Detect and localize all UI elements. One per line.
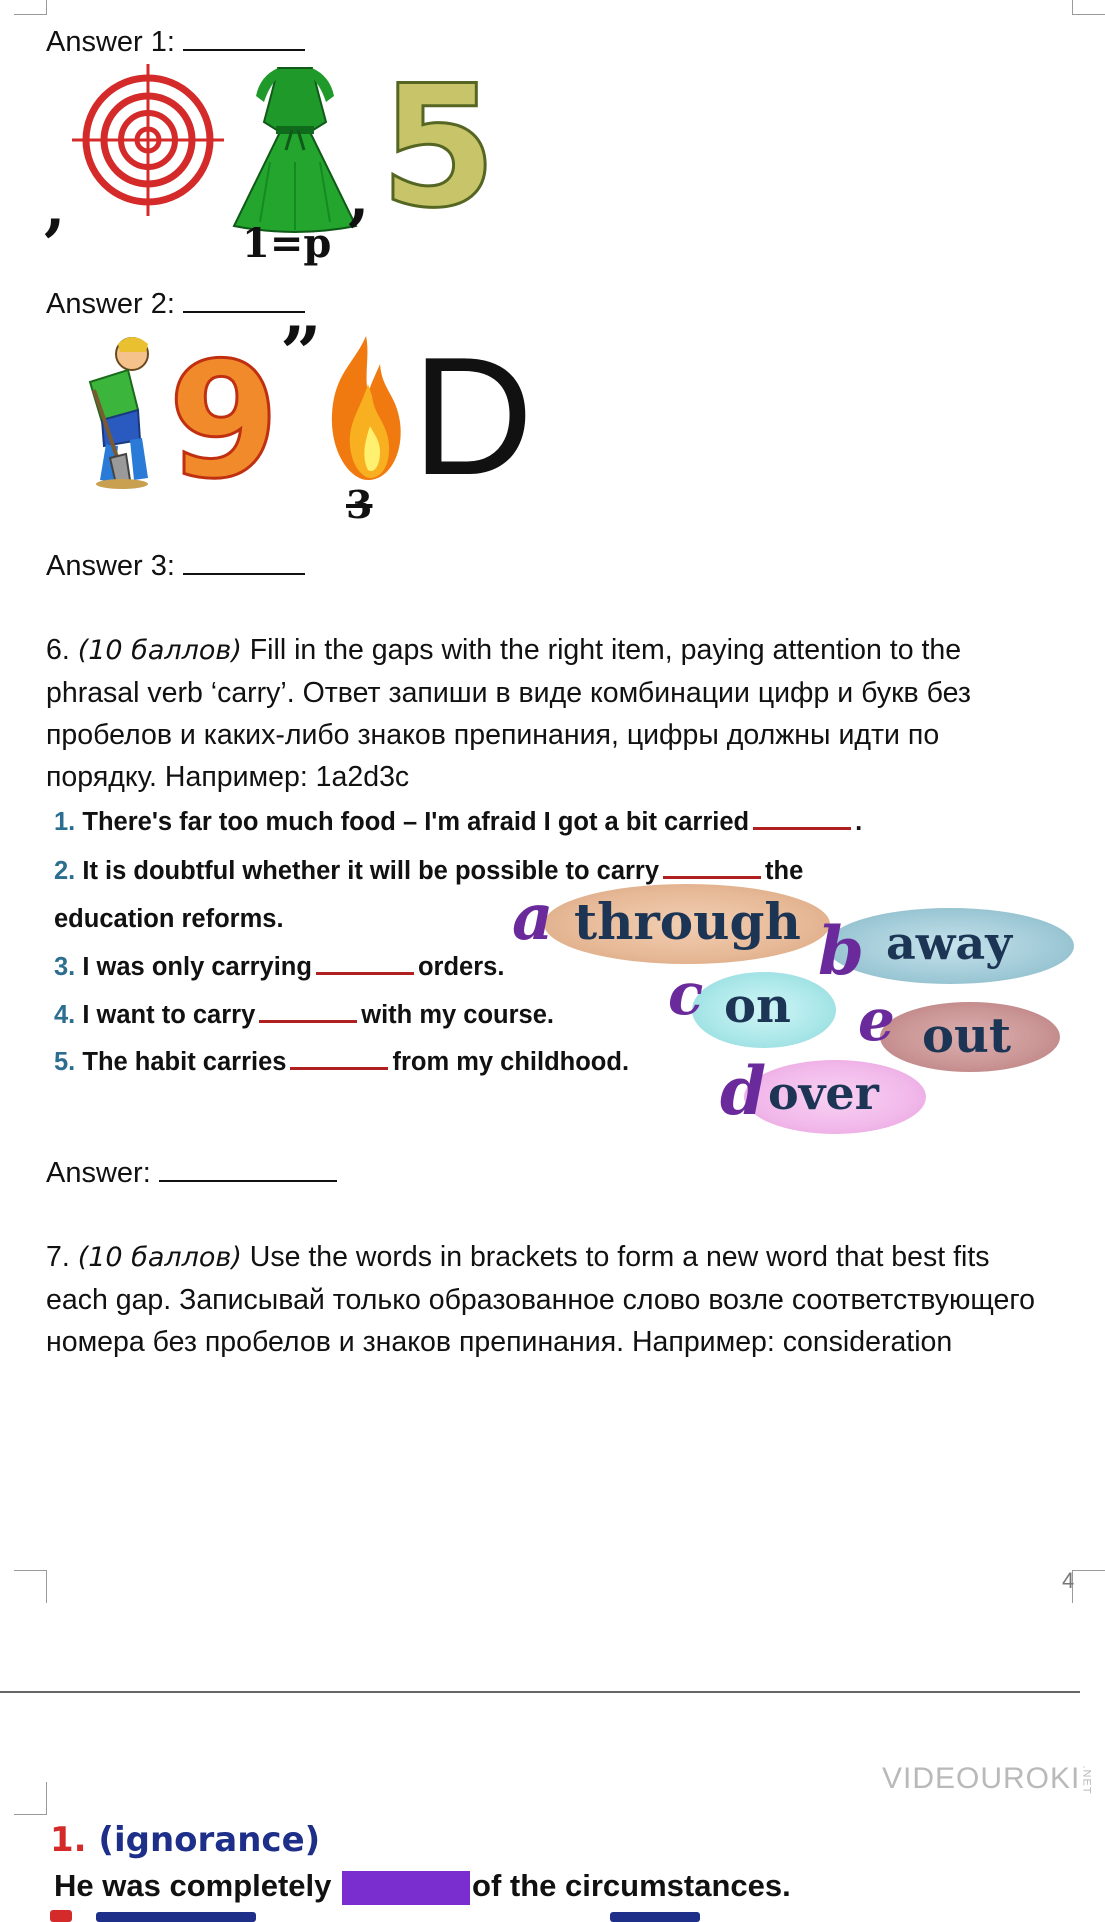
option-letter-d: d — [720, 1052, 767, 1130]
answer-1-label: Answer 1: — [46, 26, 175, 58]
next-sentence-gap[interactable] — [342, 1871, 470, 1905]
task-7-instructions — [46, 1236, 1056, 1363]
sentence-text: I want to carry — [82, 1001, 256, 1029]
crop-mark-next-page — [14, 1782, 47, 1815]
sentence-number: 1. — [54, 808, 76, 836]
option-letter-e: e — [858, 986, 895, 1054]
digit-nine-glyph: 9 — [168, 327, 280, 514]
sentence-text: It is doubtful whether it will be possible to carry — [82, 857, 660, 885]
rebus-1-comma-right: , — [348, 160, 370, 233]
option-letter-c: c — [668, 960, 704, 1028]
sentence-number: 5. — [54, 1048, 76, 1076]
next-item-word: (ignorance) — [98, 1820, 321, 1860]
rebus-2-letter: D — [412, 322, 534, 510]
option-word-over: over — [768, 1066, 879, 1120]
sentence-number: 2. — [54, 857, 76, 885]
sentence-text-after: from my childhood. — [392, 1048, 630, 1076]
fire-icon — [324, 334, 408, 484]
digit-five-icon — [380, 49, 497, 245]
sentence-number: 4. — [54, 1001, 76, 1029]
sentence-gap[interactable] — [290, 1049, 388, 1070]
digit-nine-icon — [168, 327, 280, 514]
rebus-2-caption: 3 — [346, 482, 373, 527]
option-word-away: away — [886, 916, 1012, 970]
digging-boy-icon — [60, 330, 170, 490]
answer-2 — [46, 286, 305, 322]
task-6-answer — [46, 1155, 337, 1191]
rebus-1 — [40, 49, 497, 272]
crop-mark-top-right — [1072, 0, 1105, 15]
task-6-points: (10 баллов) — [77, 635, 242, 666]
task-6-answer-label: Answer: — [46, 1157, 151, 1189]
task-7-points: (10 баллов) — [77, 1242, 242, 1273]
answer-3-label: Answer 3: — [46, 550, 175, 582]
exercise-sentence-1 — [54, 807, 862, 837]
crop-mark-bottom-right — [1072, 1570, 1105, 1603]
rebus-2 — [50, 310, 550, 536]
watermark-logo — [882, 1762, 1101, 1796]
exercise-sentence-2-continued — [54, 904, 284, 934]
rebus-1-caption: 1=p — [242, 220, 332, 267]
sentence-text: education reforms. — [54, 905, 284, 933]
watermark-text: VIDEOUROKI — [882, 1762, 1081, 1795]
crop-mark-bottom-left — [14, 1570, 47, 1603]
dress-icon — [230, 62, 360, 230]
rebus-1-comma-left: , — [44, 170, 66, 243]
option-word-on: on — [724, 978, 791, 1034]
sentence-text-after: with my course. — [361, 1001, 554, 1029]
answer-1 — [46, 24, 305, 60]
next-sentence-before: He was completely — [54, 1868, 332, 1903]
task-7-text: Use the words in brackets to form a new word that best fits each gap. Записывай только образованное слово возле соответствующего номера без пробелов и знаков препинания. Например: consideration — [46, 1241, 1036, 1358]
sentence-gap[interactable] — [316, 954, 414, 975]
task-7-number: 7. — [46, 1241, 70, 1273]
page-separator — [0, 1691, 1080, 1693]
crop-mark-top-left — [14, 0, 47, 15]
exercise-sentence-3 — [54, 952, 504, 982]
next-sentence-after: of the circumstances. — [472, 1868, 791, 1903]
sentence-text: There's far too much food – I'm afraid I got a bit carried — [82, 808, 750, 836]
task-6-text: Fill in the gaps with the right item, paying attention to the phrasal verb ‘carry’. Ответ запиши в виде комбинации цифр и букв без пробелов и каких-либо знаков препинания, цифры должны идти по порядку. Например: 1a2d3c — [46, 634, 971, 793]
digit-five-glyph: 5 — [380, 49, 497, 245]
option-word-through: through — [574, 892, 801, 951]
answer-3-blank[interactable] — [183, 549, 305, 575]
next-item-heading — [50, 1820, 320, 1860]
task-6-instructions — [46, 629, 1056, 798]
option-letter-a: a — [512, 880, 554, 955]
next-item-number: 1. — [50, 1820, 87, 1860]
option-word-out: out — [922, 1008, 1012, 1064]
sentence-gap[interactable] — [663, 858, 761, 879]
answer-1-blank[interactable] — [183, 25, 305, 51]
page-number: 4 — [1062, 1568, 1075, 1593]
answer-2-label: Answer 2: — [46, 288, 175, 320]
watermark-suffix: .NET — [1080, 1765, 1093, 1795]
target-icon — [72, 64, 224, 216]
sentence-text-after: . — [855, 808, 863, 836]
exercise-sentence-2 — [54, 856, 803, 886]
option-letter-b: b — [818, 912, 865, 990]
sentence-text-after: orders. — [417, 953, 505, 981]
sentence-text-after: the — [765, 857, 804, 885]
sentence-gap[interactable] — [753, 809, 851, 830]
sentence-number: 3. — [54, 953, 76, 981]
next-item-sentence — [54, 1868, 791, 1905]
sentence-gap[interactable] — [259, 1002, 357, 1023]
exercise-sentence-5 — [54, 1047, 629, 1077]
sentence-text: I was only carrying — [82, 953, 312, 981]
exercise-sentence-4 — [54, 1000, 554, 1030]
answer-3 — [46, 548, 305, 584]
task-6-answer-blank[interactable] — [159, 1156, 337, 1182]
rebus-2-quotes: ” — [280, 310, 322, 395]
sentence-text: The habit carries — [82, 1048, 287, 1076]
next-item-cutoff — [50, 1908, 730, 1920]
task-6-number: 6. — [46, 634, 70, 666]
